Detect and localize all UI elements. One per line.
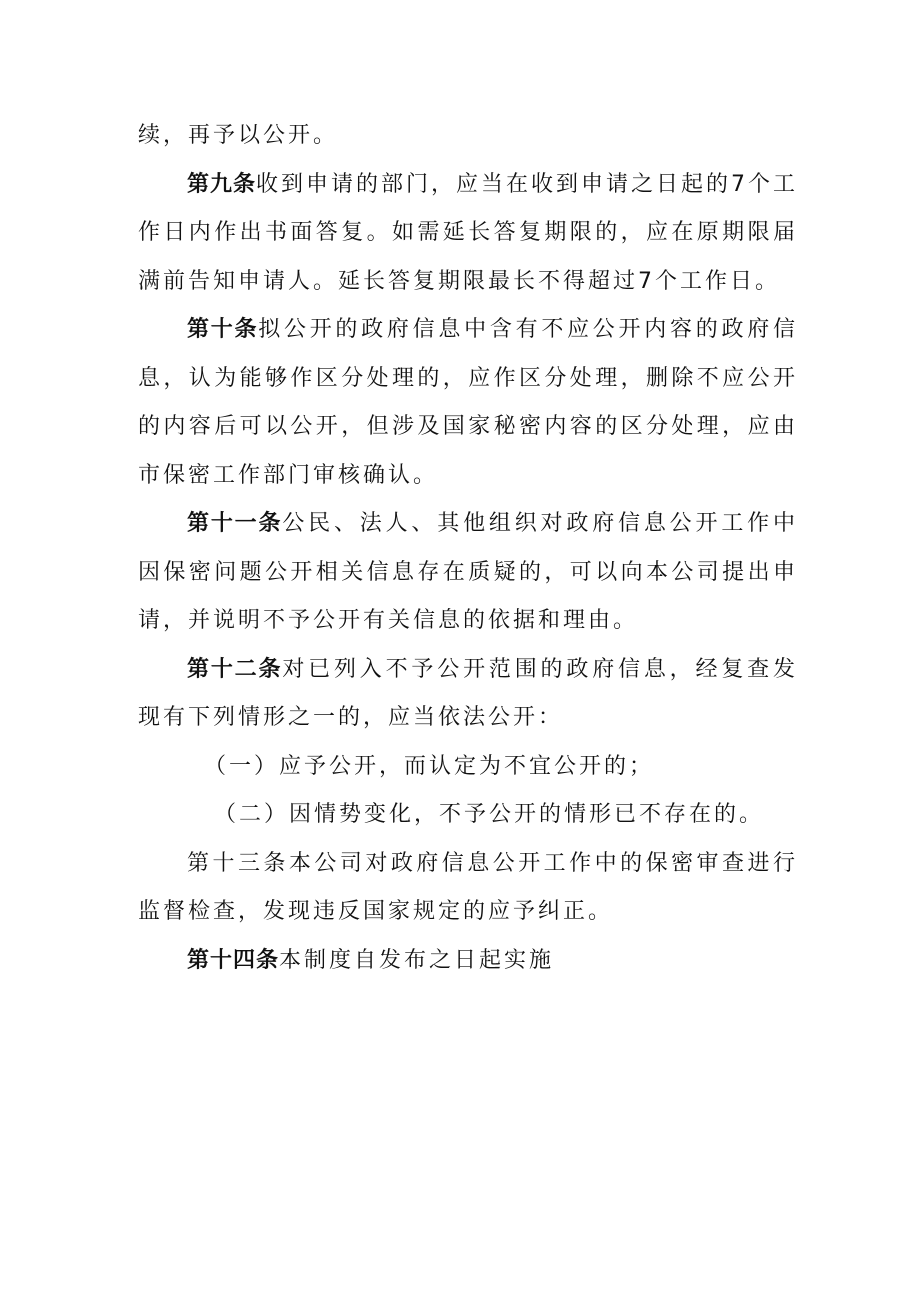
paragraph-continuation <box>138 112 798 161</box>
article-14 <box>138 937 798 986</box>
article-title: 第十一条 <box>187 511 283 536</box>
article-text: 本制度自发布之日起实施 <box>279 947 555 973</box>
article-text: 收到申请的部门，应当在收到申请之日起的7个工作日内作出书面答复。如需延长答复期限的，应在原期限届满前告知申请人。延长答复期限最长不得超过7个工作日。 <box>138 171 799 294</box>
article-10 <box>138 306 798 500</box>
article-text: 第十三条本公司对政府信息公开工作中的保密审查进行监督检查，发现违反国家规定的应予纠正。 <box>138 850 798 924</box>
list-item-2 <box>138 791 798 840</box>
article-11 <box>138 500 798 646</box>
article-text: 公民、法人、其他组织对政府信息公开工作中因保密问题公开相关信息存在质疑的，可以向本公司提出申请，并说明不予公开有关信息的依据和理由。 <box>138 511 798 633</box>
article-title: 第十四条 <box>187 947 280 973</box>
article-title: 第九条 <box>187 171 257 197</box>
article-title: 第十条 <box>187 317 259 342</box>
list-item-1 <box>138 743 798 792</box>
article-title: 第十二条 <box>187 656 283 682</box>
list-item-text: （一）应予公开，而认定为不宜公开的； <box>204 753 655 779</box>
article-13 <box>138 840 798 937</box>
paragraph-text: 续，再予以公开。 <box>138 123 339 148</box>
document-body <box>138 112 798 985</box>
article-text: 对已列入不予公开范围的政府信息，经复查发现有下列情形之一的，应当依法公开： <box>138 656 798 730</box>
article-12 <box>138 646 798 743</box>
article-9 <box>138 161 798 307</box>
article-text: 拟公开的政府信息中含有不应公开内容的政府信息，认为能够作区分处理的，应作区分处理，删除不应公开的内容后可以公开，但涉及国家秘密内容的区分处理，应由市保密工作部门审核确认。 <box>138 317 798 488</box>
list-item-text: （二）因情势变化，不予公开的情形已不存在的。 <box>214 802 765 827</box>
